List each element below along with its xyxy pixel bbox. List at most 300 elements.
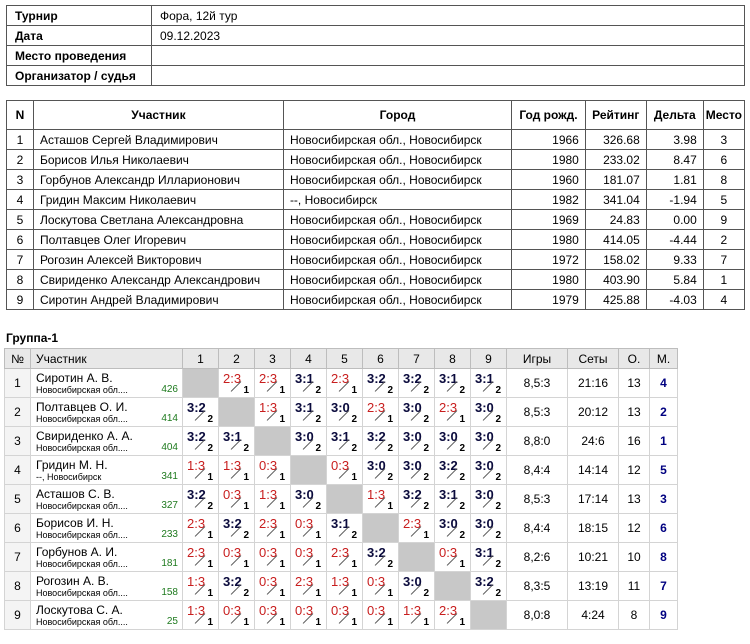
participant-city: Новосибирская обл., Новосибирск [283, 170, 511, 190]
match-points: 1 [315, 530, 321, 541]
match-score: 2:3 [259, 516, 278, 531]
match-score: 0:3 [295, 545, 314, 560]
result-cell [399, 601, 435, 630]
result-cell [291, 572, 327, 601]
row-number: 4 [5, 456, 31, 485]
participant-delta: -4.03 [646, 290, 703, 310]
result-cell [327, 427, 363, 456]
result-content [219, 456, 254, 484]
result-cell [327, 601, 363, 630]
match-score: 0:3 [331, 458, 350, 473]
match-score: 3:0 [295, 429, 314, 444]
result-content [363, 601, 398, 629]
match-points: 2 [423, 501, 429, 512]
sets-value: 21:16 [568, 369, 619, 398]
match-points: 1 [315, 588, 321, 599]
participant-name: Борисов Илья Николаевич [33, 150, 283, 170]
result-cell [219, 456, 255, 485]
result-content [291, 543, 326, 571]
match-score: 3:0 [475, 516, 494, 531]
match-points: 2 [387, 559, 393, 570]
result-cell [435, 514, 471, 543]
games-value: 8,0:8 [507, 601, 568, 630]
participant-n: 8 [7, 270, 34, 290]
result-content [327, 369, 362, 397]
participant-rating: 24.83 [585, 210, 646, 230]
player-name: Свириденко А. А. [36, 429, 133, 443]
result-cell [399, 398, 435, 427]
match-score: 3:0 [331, 400, 350, 415]
result-content [399, 514, 434, 542]
sets-value: 18:15 [568, 514, 619, 543]
participant-birth-year: 1982 [512, 190, 586, 210]
player-cell [31, 369, 183, 398]
participant-birth-year: 1980 [512, 230, 586, 250]
result-cell [399, 369, 435, 398]
result-content [435, 485, 470, 513]
participant-n: 5 [7, 210, 34, 230]
match-points: 1 [279, 414, 285, 425]
participant-row [7, 270, 745, 290]
self-cell [255, 427, 291, 456]
participant-rating: 233.02 [585, 150, 646, 170]
result-content [435, 427, 470, 455]
match-points: 1 [243, 472, 249, 483]
match-score: 3:0 [439, 516, 458, 531]
match-score: 1:3 [367, 487, 386, 502]
match-points: 2 [423, 472, 429, 483]
participant-rating: 414.05 [585, 230, 646, 250]
result-cell [219, 514, 255, 543]
result-content [219, 514, 254, 542]
match-points: 2 [459, 385, 465, 396]
match-score: 0:3 [259, 458, 278, 473]
result-cell [183, 572, 219, 601]
self-cell [435, 572, 471, 601]
result-cell [435, 601, 471, 630]
participant-row [7, 250, 745, 270]
result-content [291, 369, 326, 397]
result-cell [471, 514, 507, 543]
result-content [291, 514, 326, 542]
result-content [255, 398, 290, 426]
participant-rating: 425.88 [585, 290, 646, 310]
self-cell [363, 514, 399, 543]
games-value: 8,2:6 [507, 543, 568, 572]
participant-n: 7 [7, 250, 34, 270]
sets-value: 10:21 [568, 543, 619, 572]
match-points: 1 [351, 617, 357, 628]
group-row [5, 427, 678, 456]
match-points: 2 [495, 414, 501, 425]
col-header-city: Город [283, 101, 511, 130]
match-points: 2 [315, 443, 321, 454]
match-score: 3:2 [403, 371, 422, 386]
player-city: --, Новосибирск [36, 472, 102, 482]
result-cell [327, 514, 363, 543]
participant-place: 8 [703, 170, 744, 190]
match-score: 3:2 [403, 487, 422, 502]
place-value: 4 [650, 369, 678, 398]
participant-row [7, 190, 745, 210]
games-value: 8,8:0 [507, 427, 568, 456]
participant-n: 6 [7, 230, 34, 250]
tournament-info-table [6, 5, 745, 86]
participant-city: Новосибирская обл., Новосибирск [283, 290, 511, 310]
result-content [363, 398, 398, 426]
participant-city: Новосибирская обл., Новосибирск [283, 270, 511, 290]
result-cell [291, 485, 327, 514]
match-score: 3:2 [187, 429, 206, 444]
match-points: 1 [279, 530, 285, 541]
result-cell [255, 514, 291, 543]
match-points: 1 [207, 559, 213, 570]
venue-label: Место проведения [7, 46, 152, 66]
match-points: 2 [351, 414, 357, 425]
match-points: 2 [207, 414, 213, 425]
points-value: 12 [619, 514, 650, 543]
result-cell [471, 456, 507, 485]
match-points: 2 [495, 588, 501, 599]
result-cell [435, 427, 471, 456]
result-cell [183, 514, 219, 543]
participant-n: 1 [7, 130, 34, 150]
participant-place: 3 [703, 130, 744, 150]
participant-place: 7 [703, 250, 744, 270]
result-cell [399, 572, 435, 601]
match-score: 3:1 [475, 371, 494, 386]
participant-city: Новосибирская обл., Новосибирск [283, 250, 511, 270]
match-score: 3:2 [367, 371, 386, 386]
result-content [255, 485, 290, 513]
result-content [363, 543, 398, 571]
result-content [255, 369, 290, 397]
match-score: 3:2 [367, 429, 386, 444]
player-city: Новосибирская обл.... [36, 501, 128, 511]
match-points: 2 [423, 414, 429, 425]
result-content [255, 572, 290, 600]
games-value: 8,3:5 [507, 572, 568, 601]
result-cell [471, 572, 507, 601]
participant-place: 4 [703, 290, 744, 310]
match-score: 0:3 [259, 545, 278, 560]
player-rating: 341 [161, 471, 178, 482]
match-score: 0:3 [259, 574, 278, 589]
match-points: 2 [351, 443, 357, 454]
points-value: 10 [619, 543, 650, 572]
result-cell [435, 369, 471, 398]
result-content [219, 485, 254, 513]
participant-row [7, 150, 745, 170]
points-value: 13 [619, 485, 650, 514]
points-value: 13 [619, 398, 650, 427]
result-content [399, 456, 434, 484]
participant-name: Полтавцев Олег Игоревич [33, 230, 283, 250]
organizer-label: Организатор / судья [7, 66, 152, 86]
participant-birth-year: 1969 [512, 210, 586, 230]
match-points: 1 [459, 617, 465, 628]
col-header-opponent-1: 1 [183, 349, 219, 369]
points-value: 12 [619, 456, 650, 485]
player-rating: 233 [161, 529, 178, 540]
sets-value: 17:14 [568, 485, 619, 514]
player-city: Новосибирская обл.... [36, 588, 128, 598]
group-row [5, 485, 678, 514]
match-points: 1 [351, 385, 357, 396]
result-content [399, 601, 434, 629]
self-cell [183, 369, 219, 398]
result-cell [291, 427, 327, 456]
player-rating: 181 [161, 558, 178, 569]
player-cell [31, 398, 183, 427]
player-name: Лоскутова С. А. [36, 603, 123, 617]
result-cell [183, 601, 219, 630]
player-name: Рогозин А. В. [36, 574, 109, 588]
participant-n: 3 [7, 170, 34, 190]
col-header-place: М. [650, 349, 678, 369]
self-cell [399, 543, 435, 572]
match-points: 1 [207, 588, 213, 599]
participant-row [7, 210, 745, 230]
participant-city: Новосибирская обл., Новосибирск [283, 210, 511, 230]
self-cell [291, 456, 327, 485]
match-score: 3:0 [475, 458, 494, 473]
result-cell [399, 456, 435, 485]
match-score: 2:3 [187, 545, 206, 560]
col-header-player: Участник [31, 349, 183, 369]
match-score: 0:3 [223, 545, 242, 560]
result-content [471, 369, 506, 397]
result-cell [219, 369, 255, 398]
sets-value: 24:6 [568, 427, 619, 456]
match-score: 3:0 [475, 400, 494, 415]
match-score: 0:3 [223, 603, 242, 618]
self-cell [219, 398, 255, 427]
match-points: 1 [279, 501, 285, 512]
result-content [471, 427, 506, 455]
col-header-opponent-7: 7 [399, 349, 435, 369]
match-points: 2 [495, 530, 501, 541]
result-cell [183, 398, 219, 427]
match-points: 2 [315, 385, 321, 396]
match-points: 2 [495, 559, 501, 570]
match-points: 1 [243, 501, 249, 512]
player-cell [31, 601, 183, 630]
points-value: 13 [619, 369, 650, 398]
match-points: 1 [459, 414, 465, 425]
match-score: 2:3 [403, 516, 422, 531]
result-cell [183, 456, 219, 485]
result-content [219, 543, 254, 571]
sets-value: 14:14 [568, 456, 619, 485]
group-row [5, 398, 678, 427]
col-header-games: Игры [507, 349, 568, 369]
row-number: 9 [5, 601, 31, 630]
place-value: 8 [650, 543, 678, 572]
match-score: 3:1 [331, 516, 350, 531]
match-points: 2 [315, 414, 321, 425]
match-points: 2 [243, 588, 249, 599]
result-cell [471, 369, 507, 398]
participant-birth-year: 1966 [512, 130, 586, 150]
match-score: 2:3 [295, 574, 314, 589]
participant-place: 5 [703, 190, 744, 210]
result-cell [219, 427, 255, 456]
participant-birth-year: 1980 [512, 150, 586, 170]
result-content [183, 485, 218, 513]
participant-rating: 158.02 [585, 250, 646, 270]
result-cell [183, 543, 219, 572]
participant-row [7, 230, 745, 250]
match-score: 3:2 [187, 487, 206, 502]
participant-row [7, 170, 745, 190]
result-cell [327, 398, 363, 427]
match-points: 2 [387, 472, 393, 483]
cross-header-row [5, 349, 678, 369]
result-cell [363, 427, 399, 456]
result-content [255, 601, 290, 629]
row-number: 1 [5, 369, 31, 398]
match-points: 2 [423, 385, 429, 396]
participant-delta: 0.00 [646, 210, 703, 230]
group-row [5, 572, 678, 601]
match-score: 3:1 [439, 371, 458, 386]
result-cell [183, 427, 219, 456]
col-header-place: Место [703, 101, 744, 130]
result-cell [435, 456, 471, 485]
match-points: 2 [495, 501, 501, 512]
participant-delta: -1.94 [646, 190, 703, 210]
match-score: 2:3 [187, 516, 206, 531]
result-content [255, 514, 290, 542]
participant-birth-year: 1960 [512, 170, 586, 190]
col-header-opponent-8: 8 [435, 349, 471, 369]
match-score: 3:2 [223, 516, 242, 531]
player-rating: 414 [161, 413, 178, 424]
tournament-label: Турнир [7, 6, 152, 26]
match-points: 1 [279, 472, 285, 483]
match-score: 0:3 [295, 516, 314, 531]
player-cell [31, 427, 183, 456]
match-score: 3:0 [403, 458, 422, 473]
points-value: 11 [619, 572, 650, 601]
match-score: 2:3 [331, 545, 350, 560]
place-value: 2 [650, 398, 678, 427]
player-name: Сиротин А. В. [36, 371, 113, 385]
result-cell [399, 485, 435, 514]
match-points: 1 [351, 472, 357, 483]
group-title: Группа-1 [6, 331, 59, 345]
participant-name: Лоскутова Светлана Александровна [33, 210, 283, 230]
result-content [291, 398, 326, 426]
match-points: 1 [243, 559, 249, 570]
match-score: 3:0 [367, 458, 386, 473]
match-score: 3:0 [439, 429, 458, 444]
col-header-sets: Сеты [568, 349, 619, 369]
place-value: 3 [650, 485, 678, 514]
result-content [435, 398, 470, 426]
result-cell [327, 369, 363, 398]
participant-city: --, Новосибирск [283, 190, 511, 210]
games-value: 8,5:3 [507, 369, 568, 398]
match-points: 2 [495, 385, 501, 396]
participant-delta: -4.44 [646, 230, 703, 250]
result-content [255, 543, 290, 571]
match-score: 1:3 [403, 603, 422, 618]
col-header-opponent-4: 4 [291, 349, 327, 369]
result-content [435, 456, 470, 484]
match-score: 3:0 [475, 487, 494, 502]
match-score: 3:2 [187, 400, 206, 415]
player-city: Новосибирская обл.... [36, 617, 128, 627]
match-score: 3:1 [331, 429, 350, 444]
participant-city: Новосибирская обл., Новосибирск [283, 230, 511, 250]
result-content [399, 369, 434, 397]
games-value: 8,4:4 [507, 514, 568, 543]
match-points: 2 [495, 443, 501, 454]
match-points: 2 [423, 588, 429, 599]
result-cell [471, 427, 507, 456]
match-points: 1 [351, 559, 357, 570]
match-score: 3:1 [223, 429, 242, 444]
match-points: 1 [387, 617, 393, 628]
match-points: 2 [423, 443, 429, 454]
result-content [183, 601, 218, 629]
match-score: 1:3 [223, 458, 242, 473]
venue-value [152, 46, 745, 66]
result-cell [183, 485, 219, 514]
participant-name: Асташов Сергей Владимирович [33, 130, 283, 150]
match-score: 3:0 [475, 429, 494, 444]
participant-place: 1 [703, 270, 744, 290]
cross-table [4, 348, 678, 630]
games-value: 8,5:3 [507, 485, 568, 514]
match-score: 3:2 [223, 574, 242, 589]
result-content [399, 427, 434, 455]
result-cell [327, 456, 363, 485]
result-content [327, 543, 362, 571]
match-points: 1 [279, 559, 285, 570]
col-header-delta: Дельта [646, 101, 703, 130]
match-score: 0:3 [439, 545, 458, 560]
result-cell [363, 398, 399, 427]
match-score: 1:3 [187, 574, 206, 589]
col-header-n: N [7, 101, 34, 130]
match-points: 2 [459, 443, 465, 454]
date-label: Дата [7, 26, 152, 46]
match-score: 3:1 [295, 400, 314, 415]
row-number: 3 [5, 427, 31, 456]
result-cell [219, 601, 255, 630]
result-cell [435, 398, 471, 427]
match-points: 1 [279, 588, 285, 599]
player-cell [31, 485, 183, 514]
match-score: 3:2 [367, 545, 386, 560]
result-content [399, 485, 434, 513]
points-value: 16 [619, 427, 650, 456]
result-content [183, 572, 218, 600]
participant-row [7, 290, 745, 310]
result-content [363, 427, 398, 455]
result-content [327, 514, 362, 542]
match-points: 1 [279, 617, 285, 628]
participant-name: Сиротин Андрей Владимирович [33, 290, 283, 310]
player-name: Полтавцев О. И. [36, 400, 128, 414]
match-points: 1 [243, 385, 249, 396]
match-score: 1:3 [187, 603, 206, 618]
player-cell [31, 456, 183, 485]
match-score: 0:3 [331, 603, 350, 618]
